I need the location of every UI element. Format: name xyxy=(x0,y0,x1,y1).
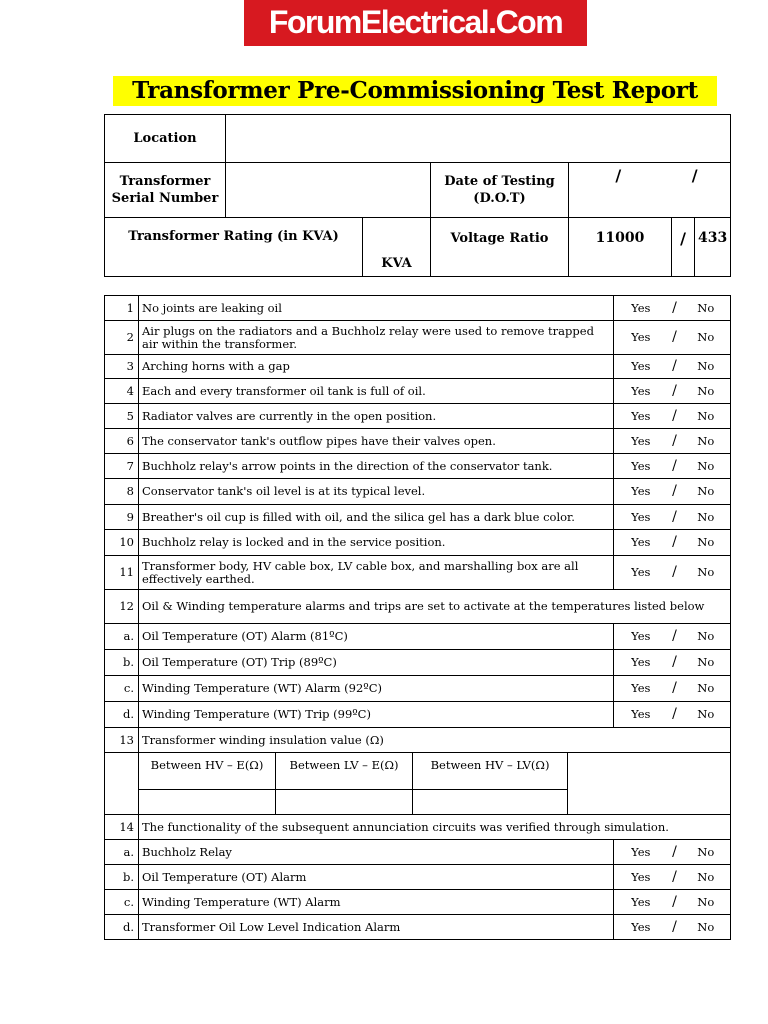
checklist-subrow xyxy=(105,915,731,940)
no-option[interactable]: No xyxy=(682,355,731,379)
item-number: b. xyxy=(105,865,139,890)
yes-option[interactable]: Yes xyxy=(614,624,668,650)
checklist-row xyxy=(105,728,731,753)
no-option[interactable]: No xyxy=(682,890,731,915)
checklist-row xyxy=(105,379,731,404)
no-option[interactable]: No xyxy=(682,296,731,321)
yes-no-separator: / xyxy=(668,865,682,890)
item-number: a. xyxy=(105,624,139,650)
yes-no-separator: / xyxy=(668,840,682,865)
yes-option[interactable]: Yes xyxy=(614,296,668,321)
checklist-subrow xyxy=(105,676,731,702)
rating-label: Transformer Rating (in KVA) xyxy=(105,218,363,277)
checklist-row xyxy=(105,355,731,379)
insulation-value-lv-e[interactable] xyxy=(276,790,413,815)
checklist-row xyxy=(105,429,731,454)
item-text: Winding Temperature (WT) Alarm xyxy=(139,890,614,915)
brand-banner: ForumElectrical.Com xyxy=(244,0,587,46)
no-option[interactable]: No xyxy=(682,702,731,728)
checklist-row xyxy=(105,321,731,355)
date-value[interactable] xyxy=(569,163,731,218)
yes-no-separator: / xyxy=(668,454,682,479)
yes-option[interactable]: Yes xyxy=(614,890,668,915)
yes-no-separator: / xyxy=(668,479,682,505)
checklist-subrow xyxy=(105,650,731,676)
item-text: Oil Temperature (OT) Alarm xyxy=(139,865,614,890)
item-text: Air plugs on the radiators and a Buchholz relay were used to remove trapped air within the transformer. xyxy=(139,321,614,355)
no-option[interactable]: No xyxy=(682,865,731,890)
yes-option[interactable]: Yes xyxy=(614,429,668,454)
yes-no-separator: / xyxy=(668,915,682,940)
checklist-row xyxy=(105,454,731,479)
item-number: b. xyxy=(105,650,139,676)
item-number: 9 xyxy=(105,505,139,530)
item-number: 7 xyxy=(105,454,139,479)
no-option[interactable]: No xyxy=(682,429,731,454)
no-option[interactable]: No xyxy=(682,624,731,650)
item-text: Each and every transformer oil tank is full of oil. xyxy=(139,379,614,404)
yes-no-separator: / xyxy=(668,530,682,556)
item-number: d. xyxy=(105,702,139,728)
yes-no-separator: / xyxy=(668,379,682,404)
date-slash-1: / xyxy=(615,166,622,185)
serial-label: Transformer Serial Number xyxy=(105,163,226,218)
yes-no-separator: / xyxy=(668,321,682,355)
yes-no-separator: / xyxy=(668,296,682,321)
item-number: 10 xyxy=(105,530,139,556)
no-option[interactable]: No xyxy=(682,530,731,556)
no-option[interactable]: No xyxy=(682,650,731,676)
rating-unit: KVA xyxy=(363,218,431,277)
yes-no-separator: / xyxy=(668,556,682,590)
item-number: 3 xyxy=(105,355,139,379)
page-title: Transformer Pre-Commissioning Test Report xyxy=(113,76,717,106)
checklist-subrow xyxy=(105,624,731,650)
checklist-subrow xyxy=(105,840,731,865)
yes-option[interactable]: Yes xyxy=(614,454,668,479)
header-table xyxy=(104,114,731,277)
item-text: Transformer body, HV cable box, LV cable box, and marshalling box are all effectively earthed. xyxy=(139,556,614,590)
insulation-spacer xyxy=(105,753,139,790)
item-text: The functionality of the subsequent annunciation circuits was verified through simulation. xyxy=(139,815,731,840)
checklist-subrow xyxy=(105,702,731,728)
item-number: 1 xyxy=(105,296,139,321)
location-label: Location xyxy=(105,115,226,163)
checklist-table xyxy=(104,295,731,940)
no-option[interactable]: No xyxy=(682,404,731,429)
item-text: No joints are leaking oil xyxy=(139,296,614,321)
yes-option[interactable]: Yes xyxy=(614,865,668,890)
insulation-col-hv-e: Between HV – E(Ω) xyxy=(139,753,276,790)
yes-no-separator: / xyxy=(668,890,682,915)
no-option[interactable]: No xyxy=(682,556,731,590)
item-text: The conservator tank's outflow pipes have their valves open. xyxy=(139,429,614,454)
checklist-row xyxy=(105,590,731,624)
insulation-value-hv-e[interactable] xyxy=(139,790,276,815)
item-text: Oil Temperature (OT) Alarm (81ºC) xyxy=(139,624,614,650)
item-text: Transformer winding insulation value (Ω) xyxy=(139,728,731,753)
item-text: Buchholz Relay xyxy=(139,840,614,865)
item-text: Winding Temperature (WT) Alarm (92ºC) xyxy=(139,676,614,702)
yes-option[interactable]: Yes xyxy=(614,840,668,865)
item-number: a. xyxy=(105,840,139,865)
item-text: Conservator tank's oil level is at its typical level. xyxy=(139,479,614,505)
item-text: Oil Temperature (OT) Trip (89ºC) xyxy=(139,650,614,676)
voltage-sep: / xyxy=(672,218,695,277)
location-value[interactable] xyxy=(226,115,731,163)
insulation-blank xyxy=(568,753,731,815)
item-number: d. xyxy=(105,915,139,940)
item-text: Radiator valves are currently in the open position. xyxy=(139,404,614,429)
checklist-row xyxy=(105,815,731,840)
yes-no-separator: / xyxy=(668,650,682,676)
item-number: 5 xyxy=(105,404,139,429)
item-number: 8 xyxy=(105,479,139,505)
item-number: 14 xyxy=(105,815,139,840)
insulation-spacer xyxy=(105,790,139,815)
item-text: Buchholz relay's arrow points in the direction of the conservator tank. xyxy=(139,454,614,479)
yes-no-separator: / xyxy=(668,429,682,454)
item-number: 4 xyxy=(105,379,139,404)
insulation-header-row xyxy=(105,753,731,790)
yes-no-separator: / xyxy=(668,505,682,530)
yes-option[interactable]: Yes xyxy=(614,676,668,702)
yes-no-separator: / xyxy=(668,676,682,702)
no-option[interactable]: No xyxy=(682,676,731,702)
yes-option[interactable]: Yes xyxy=(614,404,668,429)
voltage-lv: 433 xyxy=(695,218,731,277)
checklist-subrow xyxy=(105,865,731,890)
item-number: 11 xyxy=(105,556,139,590)
checklist-row xyxy=(105,505,731,530)
yes-option[interactable]: Yes xyxy=(614,556,668,590)
checklist-row xyxy=(105,404,731,429)
yes-option[interactable]: Yes xyxy=(614,915,668,940)
date-slash-2: / xyxy=(691,166,698,185)
insulation-col-hv-lv: Between HV – LV(Ω) xyxy=(413,753,568,790)
yes-no-separator: / xyxy=(668,404,682,429)
no-option[interactable]: No xyxy=(682,379,731,404)
insulation-col-lv-e: Between LV – E(Ω) xyxy=(276,753,413,790)
yes-option[interactable]: Yes xyxy=(614,479,668,505)
item-number: c. xyxy=(105,890,139,915)
voltage-label: Voltage Ratio xyxy=(431,218,569,277)
yes-no-separator: / xyxy=(668,702,682,728)
checklist-row xyxy=(105,479,731,505)
item-number: 2 xyxy=(105,321,139,355)
no-option[interactable]: No xyxy=(682,479,731,505)
no-option[interactable]: No xyxy=(682,915,731,940)
item-number: 13 xyxy=(105,728,139,753)
insulation-value-hv-lv[interactable] xyxy=(413,790,568,815)
item-number: c. xyxy=(105,676,139,702)
voltage-hv: 11000 xyxy=(569,218,672,277)
yes-option[interactable]: Yes xyxy=(614,379,668,404)
yes-option[interactable]: Yes xyxy=(614,650,668,676)
yes-option[interactable]: Yes xyxy=(614,530,668,556)
item-text: Winding Temperature (WT) Trip (99ºC) xyxy=(139,702,614,728)
yes-option[interactable]: Yes xyxy=(614,505,668,530)
item-number: 12 xyxy=(105,590,139,624)
no-option[interactable]: No xyxy=(682,505,731,530)
item-text: Arching horns with a gap xyxy=(139,355,614,379)
item-text: Buchholz relay is locked and in the service position. xyxy=(139,530,614,556)
checklist-row xyxy=(105,556,731,590)
date-label: Date of Testing (D.O.T) xyxy=(431,163,569,218)
yes-option[interactable]: Yes xyxy=(614,355,668,379)
item-text: Oil & Winding temperature alarms and trips are set to activate at the temperatures listed below xyxy=(139,590,731,624)
yes-option[interactable]: Yes xyxy=(614,321,668,355)
no-option[interactable]: No xyxy=(682,840,731,865)
item-text: Breather's oil cup is filled with oil, and the silica gel has a dark blue color. xyxy=(139,505,614,530)
item-text: Transformer Oil Low Level Indication Alarm xyxy=(139,915,614,940)
checklist-row xyxy=(105,530,731,556)
no-option[interactable]: No xyxy=(682,321,731,355)
item-number: 6 xyxy=(105,429,139,454)
checklist-row xyxy=(105,296,731,321)
yes-no-separator: / xyxy=(668,355,682,379)
serial-value[interactable] xyxy=(226,163,431,218)
yes-option[interactable]: Yes xyxy=(614,702,668,728)
no-option[interactable]: No xyxy=(682,454,731,479)
checklist-subrow xyxy=(105,890,731,915)
yes-no-separator: / xyxy=(668,624,682,650)
